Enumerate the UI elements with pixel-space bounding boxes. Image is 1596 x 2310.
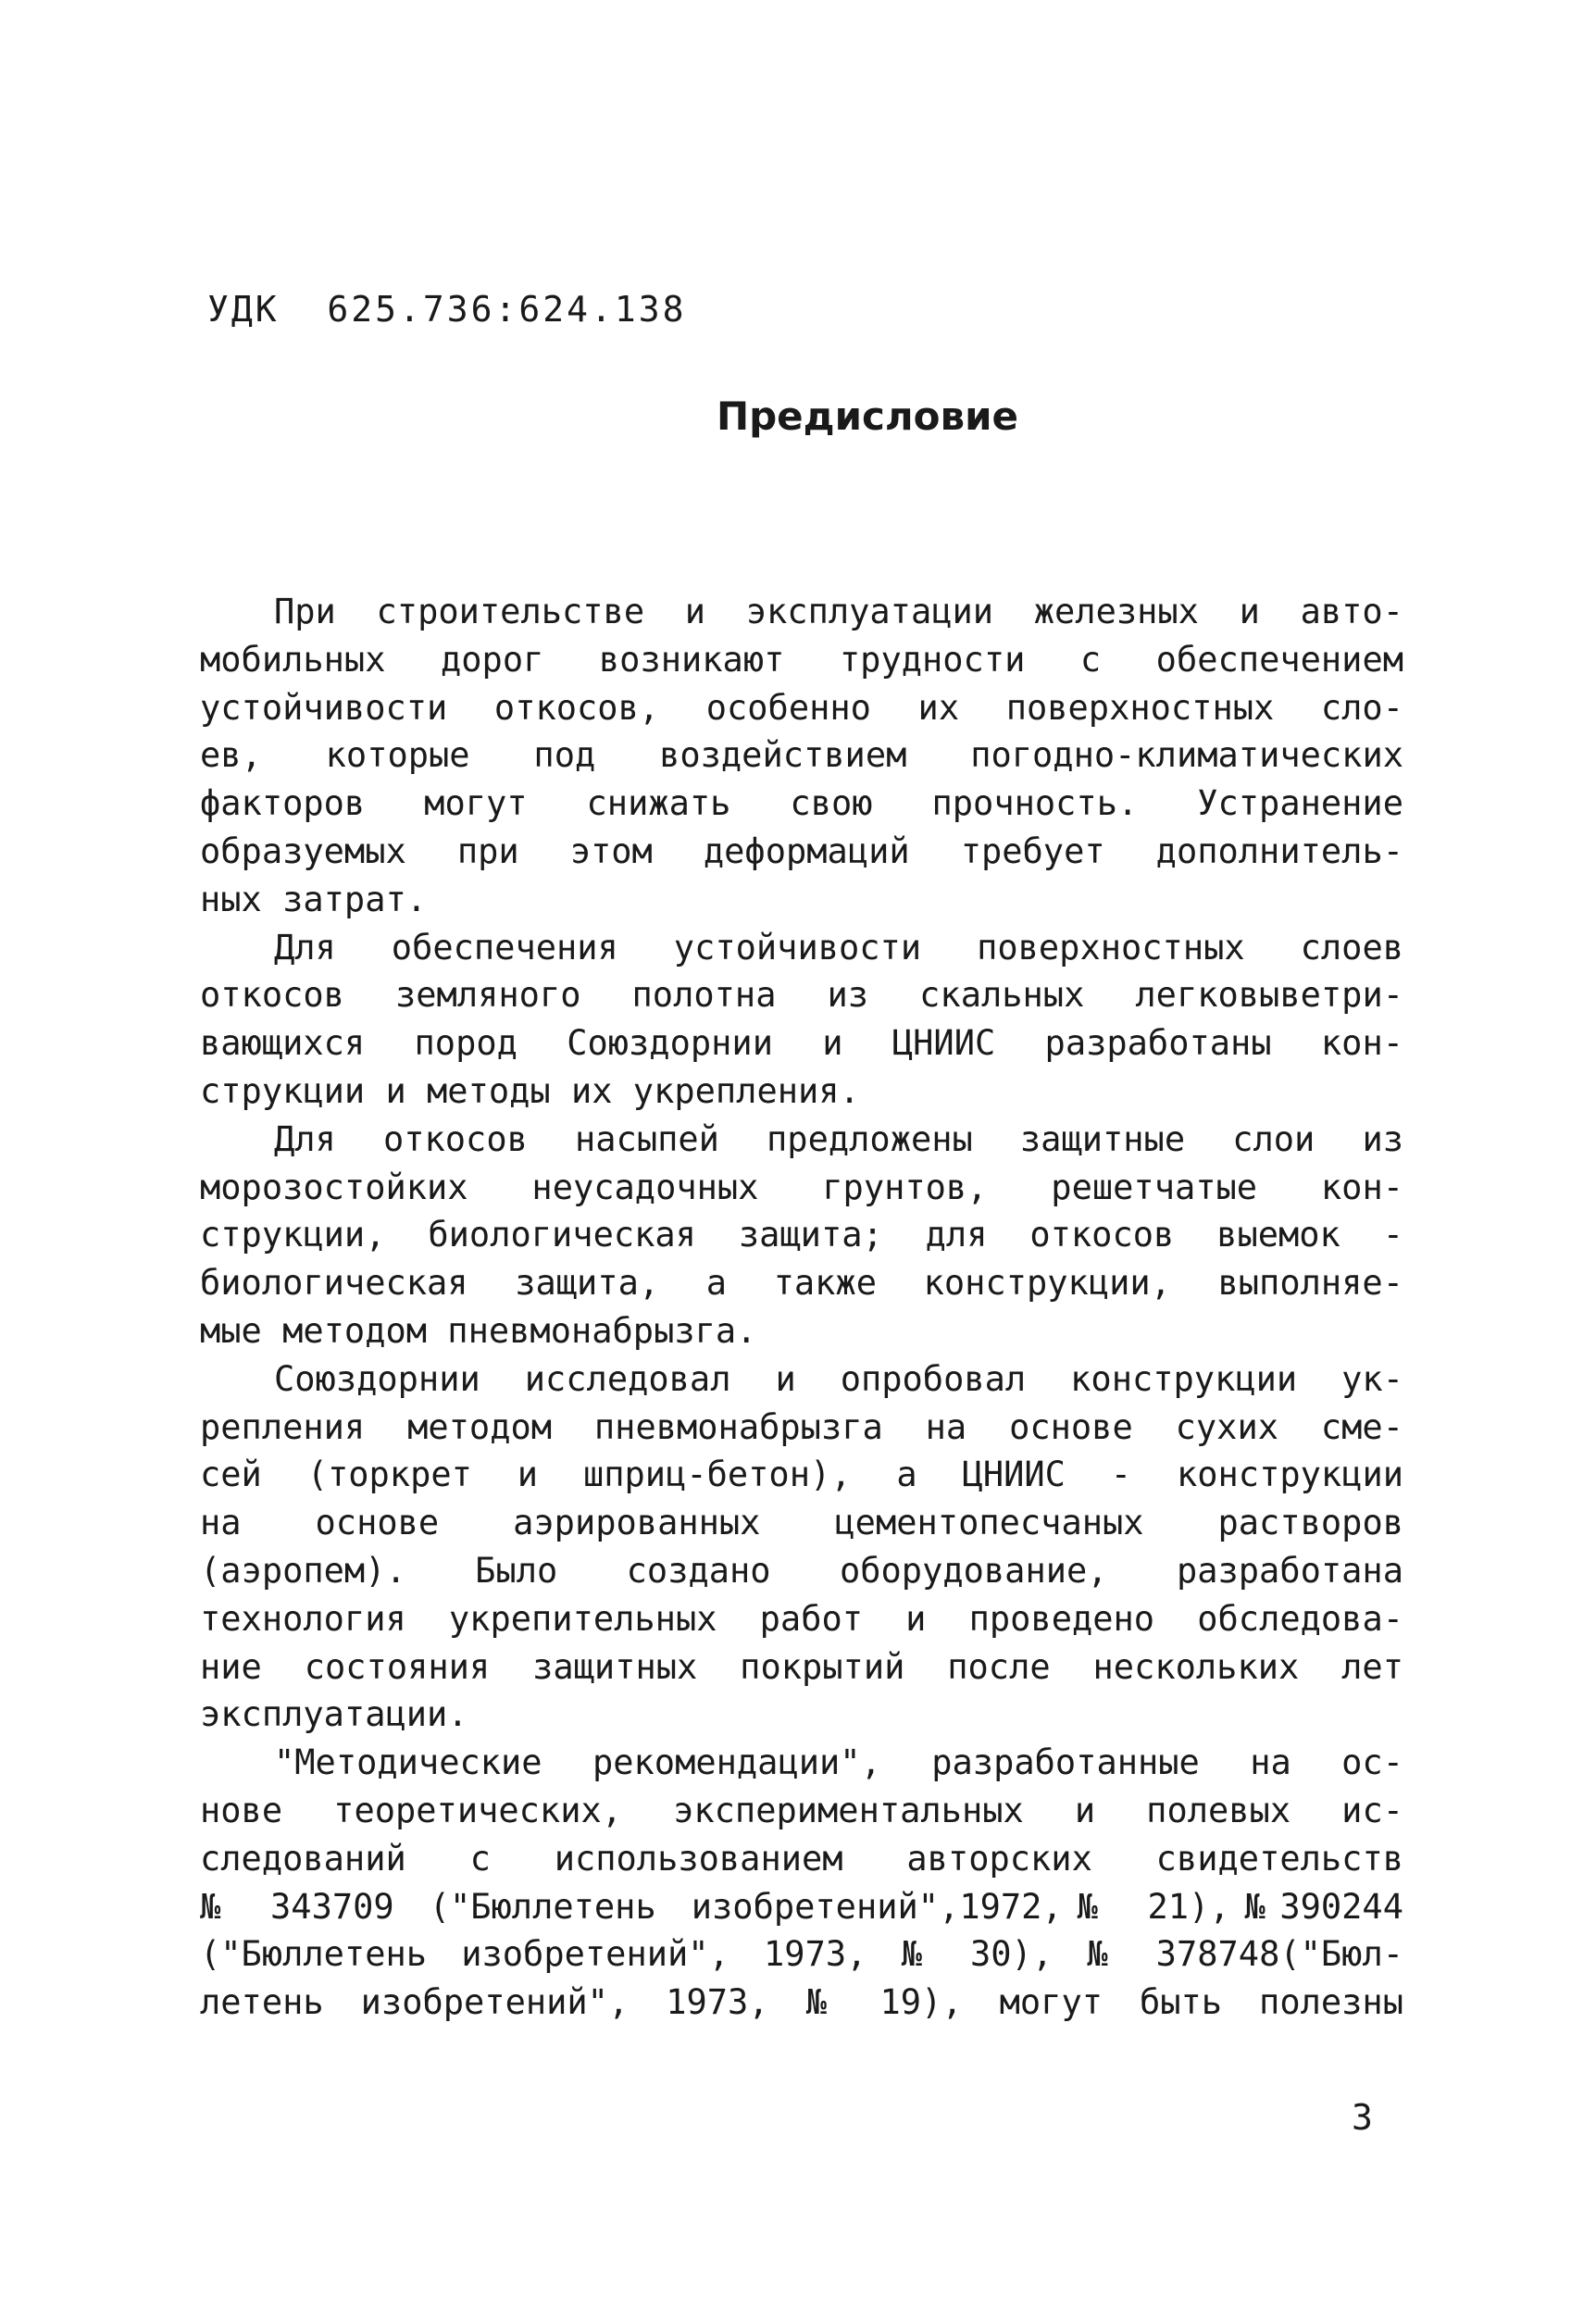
paragraph	[200, 1739, 1403, 2027]
text-line: струкции и методы их укрепления.	[200, 1070, 860, 1111]
text-line: репления методом пневмонабрызга на основе сухих сме-	[200, 1406, 1403, 1447]
text-line: (аэропем). Было создано оборудование, разработана	[200, 1550, 1403, 1591]
text-line: летень изобретений", 1973, № 19), могут быть полезны	[200, 1982, 1403, 2023]
text-line: сей (торкрет и шприц-бетон), а ЦНИИС - конструкции	[200, 1455, 1403, 1495]
paragraph	[200, 588, 1403, 924]
text-line: мые методом пневмонабрызга.	[200, 1310, 757, 1351]
text-line: эксплуатации.	[200, 1694, 468, 1735]
text-line: Союздорнии исследовал и опробовал конструкции ук-	[274, 1358, 1403, 1399]
text-line: Для обеспечения устойчивости поверхностных слоев	[274, 927, 1403, 968]
text-line: морозостойких неусадочных грунтов, решетчатые кон-	[200, 1167, 1403, 1207]
text-line: нове теоретических, экспериментальных и полевых ис-	[200, 1790, 1403, 1830]
text-line: Для откосов насыпей предложены защитные слои из	[274, 1118, 1403, 1159]
text-line: струкции, биологическая защита; для откосов выемок -	[200, 1215, 1403, 1255]
text-line: ев, которые под воздействием погодно-климатических	[200, 735, 1403, 776]
text-line: мобильных дорог возникают трудности с обеспечением	[200, 639, 1403, 680]
text-line: откосов земляного полотна из скальных легковыветри-	[200, 975, 1403, 1016]
text-line: вающихся пород Союздорнии и ЦНИИС разработаны кон-	[200, 1023, 1403, 1064]
text-line: При строительстве и эксплуатации железных и авто-	[274, 592, 1403, 631]
udk-code: УДК 625.736:624.138	[207, 289, 687, 330]
body-text	[200, 588, 1403, 2027]
text-line: технология укрепительных работ и проведено обследова-	[200, 1598, 1403, 1639]
text-line: факторов могут снижать свою прочность. Устранение	[200, 783, 1403, 824]
paragraph	[200, 1355, 1403, 1739]
paragraph	[200, 1116, 1403, 1355]
text-line: следований с использованием авторских свидетельств	[200, 1838, 1403, 1879]
text-line: на основе аэрированных цементопесчаных растворов	[200, 1503, 1403, 1543]
paragraph	[200, 924, 1403, 1116]
text-line: образуемых при этом деформаций требует дополнитель-	[200, 830, 1403, 871]
text-line: № 343709 ("Бюллетень изобретений",1972,№ 21),№390244	[200, 1886, 1403, 1927]
text-line: устойчивости откосов, особенно их поверхностных сло-	[200, 687, 1403, 728]
page-title: Предисловие	[716, 393, 1019, 439]
text-line: ние состояния защитных покрытий после нескольких лет	[200, 1646, 1403, 1687]
text-line: "Методические рекомендации", разработанные на ос-	[274, 1742, 1403, 1783]
text-line: ("Бюллетень изобретений", 1973, № 30), № 378748("Бюл-	[200, 1934, 1403, 1975]
text-line: биологическая защита, а также конструкции, выполняе-	[200, 1263, 1403, 1304]
text-line: ных затрат.	[200, 879, 428, 919]
page-number: 3	[1352, 2097, 1373, 2138]
